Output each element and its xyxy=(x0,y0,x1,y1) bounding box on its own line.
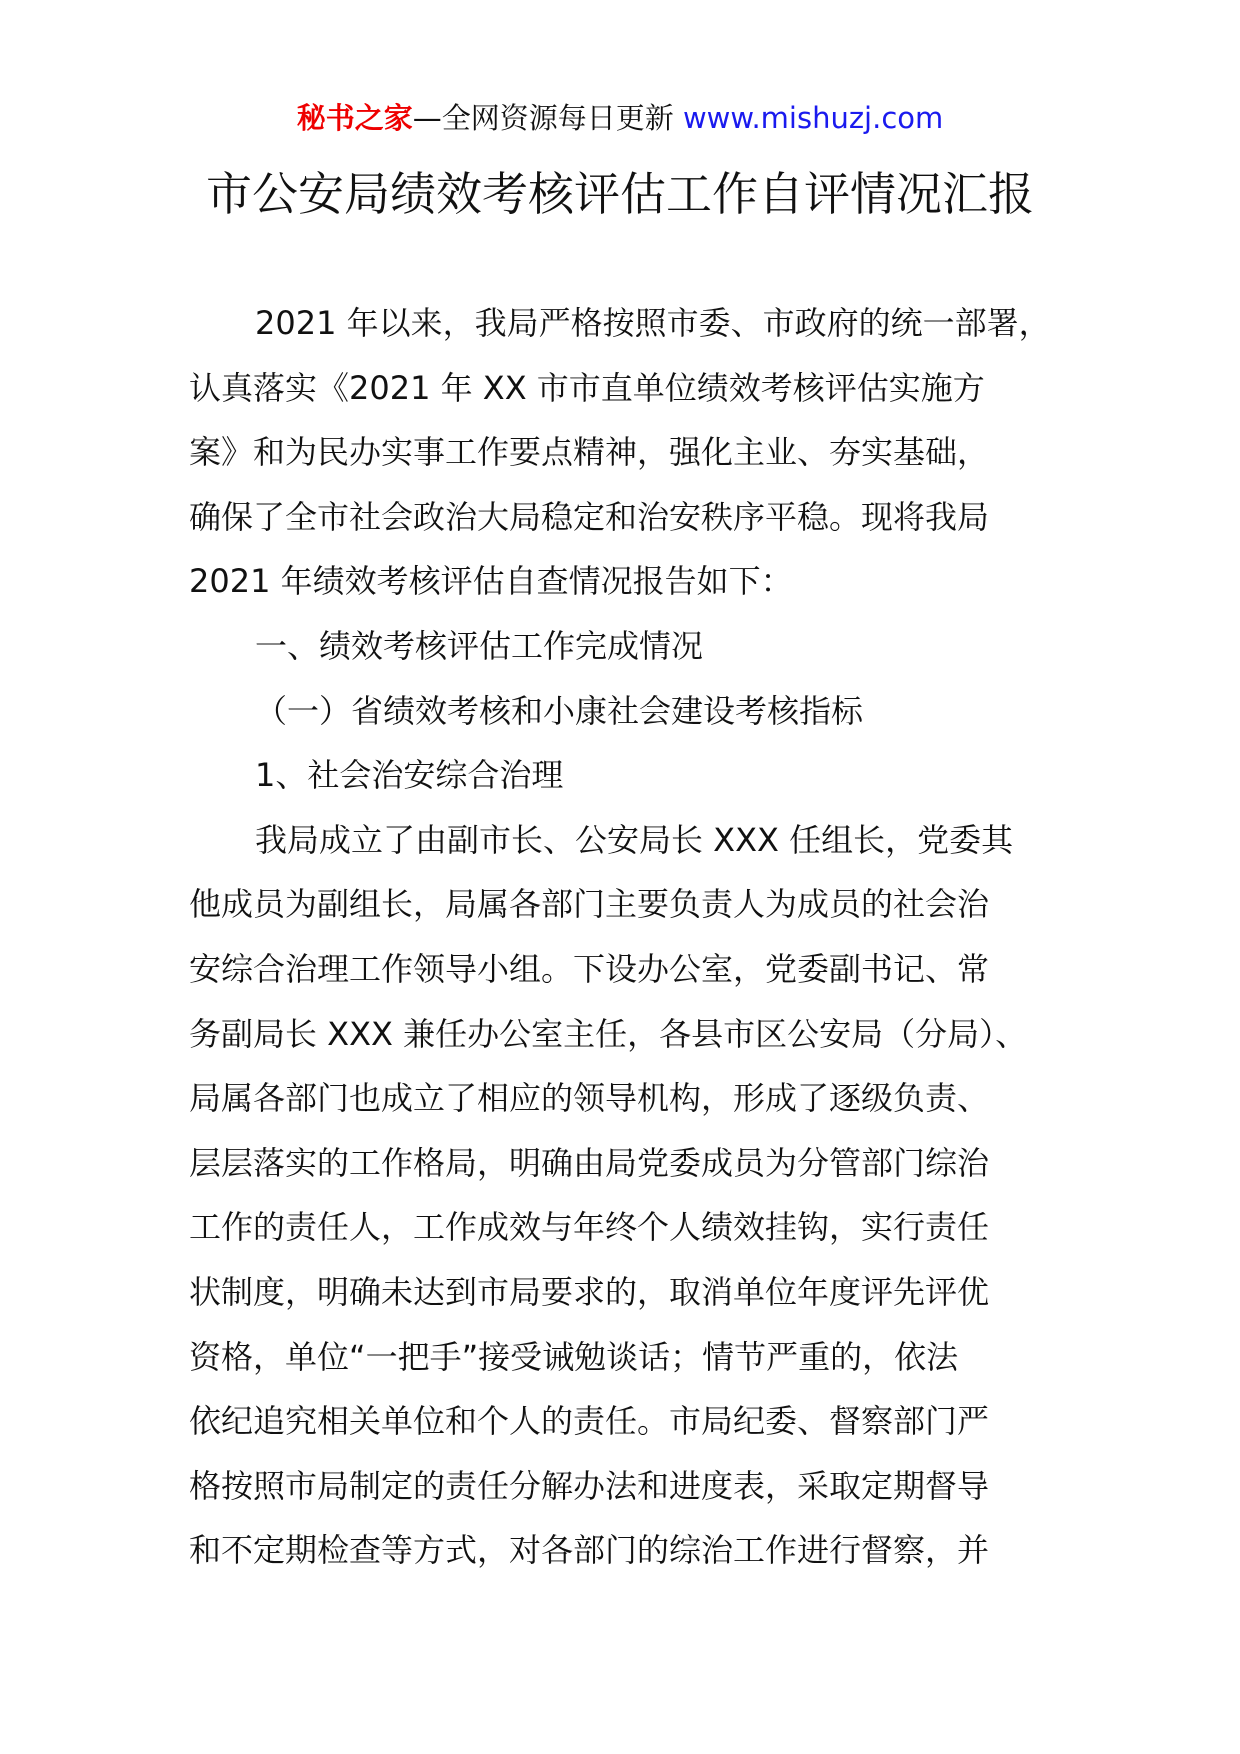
paragraph-line: 我局成立了由副市长、公安局长 XXX 任组长，党委其 xyxy=(255,820,1014,859)
paragraph-line: 和不定期检查等方式，对各部门的综治工作进行督察，并 xyxy=(189,1531,990,1570)
paragraph-line: 格按照市局制定的责任分解办法和进度表，采取定期督导 xyxy=(189,1466,990,1505)
document-title: 市公安局绩效考核评估工作自评情况汇报 xyxy=(206,167,1034,221)
paragraph-line: 务副局长 XXX 兼任办公室主任，各县市区公安局（分局）、 xyxy=(189,1014,1028,1053)
paragraph-line: 确保了全市社会政治大局稳定和治安秩序平稳。现将我局 xyxy=(189,497,990,536)
site-slogan: —全网资源每日更新 xyxy=(412,101,683,135)
item-heading: 1、社会治安综合治理 xyxy=(255,756,564,795)
paragraph-line: 层层落实的工作格局，明确由局党委成员为分管部门综治 xyxy=(189,1143,990,1182)
site-header xyxy=(0,98,1240,138)
site-url-link[interactable]: www.mishuzj.com xyxy=(682,101,944,135)
paragraph-line: 状制度，明确未达到市局要求的，取消单位年度评先评优 xyxy=(189,1272,990,1311)
paragraph-line: 认真落实《2021 年 XX 市市直单位绩效考核评估实施方 xyxy=(189,368,985,407)
paragraph-line: 案》和为民办实事工作要点精神，强化主业、夯实基础， xyxy=(189,433,990,472)
document-body xyxy=(189,291,1089,1583)
paragraph-line: 2021 年绩效考核评估自查情况报告如下： xyxy=(189,562,793,601)
paragraph-line: 资格，单位“一把手”接受诫勉谈话；情节严重的，依法 xyxy=(189,1337,959,1376)
paragraph-line: 依纪追究相关单位和个人的责任。市局纪委、督察部门严 xyxy=(189,1402,990,1441)
subsection-heading: （一）省绩效考核和小康社会建设考核指标 xyxy=(255,691,864,730)
section-heading: 一、绩效考核评估工作完成情况 xyxy=(255,626,704,665)
paragraph-line: 局属各部门也成立了相应的领导机构，形成了逐级负责、 xyxy=(189,1079,990,1118)
paragraph-line: 安综合治理工作领导小组。下设办公室，党委副书记、常 xyxy=(189,949,990,988)
brand-name: 秘书之家 xyxy=(296,101,413,135)
paragraph-line: 2021 年以来，我局严格按照市委、市政府的统一部署， xyxy=(255,304,1051,342)
paragraph-line: 他成员为副组长，局属各部门主要负责人为成员的社会治 xyxy=(189,885,990,924)
paragraph-line: 工作的责任人，工作成效与年终个人绩效挂钩，实行责任 xyxy=(189,1208,990,1247)
